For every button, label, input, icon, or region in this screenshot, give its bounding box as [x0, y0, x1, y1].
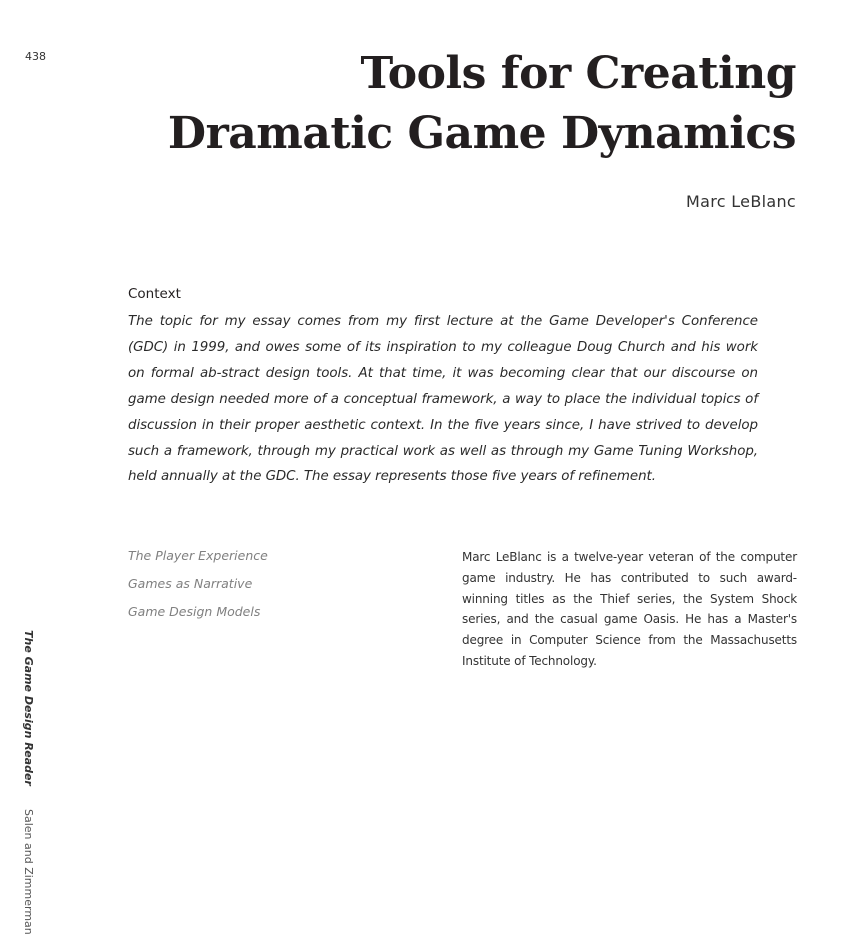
title-line-1: Tools for Creating	[360, 48, 796, 99]
related-topics-list	[128, 546, 268, 630]
topic-item: The Player Experience	[128, 548, 268, 563]
title-line-2: Dramatic Game Dynamics	[167, 108, 796, 159]
running-footer	[22, 630, 35, 935]
context-paragraph: The topic for my essay comes from my first lecture at the Game Developer's Conference (GDC) in 1999, and owes some of its inspiration to my colleague Doug Church and his work on formal ab-stract design tools. At that time, it was becoming clear that our discourse on game design needed more of a conceptual framework, a way to place the individual topics of discussion in their proper aesthetic context. In the five years since, I have strived to develop such a framework, through my practical work as well as through my Game Tuning Workshop, held annually at the GDC. The essay represents those five years of refinement.	[128, 314, 758, 485]
page-number: 438	[25, 50, 46, 63]
essay-title	[76, 44, 796, 164]
author-name: Marc LeBlanc	[686, 192, 796, 211]
topic-item: Games as Narrative	[128, 576, 253, 591]
book-authors: Salen and Zimmerman	[22, 809, 35, 935]
topic-item: Game Design Models	[128, 604, 261, 619]
author-bio: Marc LeBlanc is a twelve-year veteran of the computer game industry. He has contributed to such award-winning titles as the Thief series, the System Shock series, and the casual game Oasis. He has a Master's degree in Computer Science from the Massachusetts Institute of Technology.	[462, 550, 797, 668]
book-title: The Game Design Reader	[22, 630, 35, 786]
context-heading: Context	[128, 286, 181, 302]
